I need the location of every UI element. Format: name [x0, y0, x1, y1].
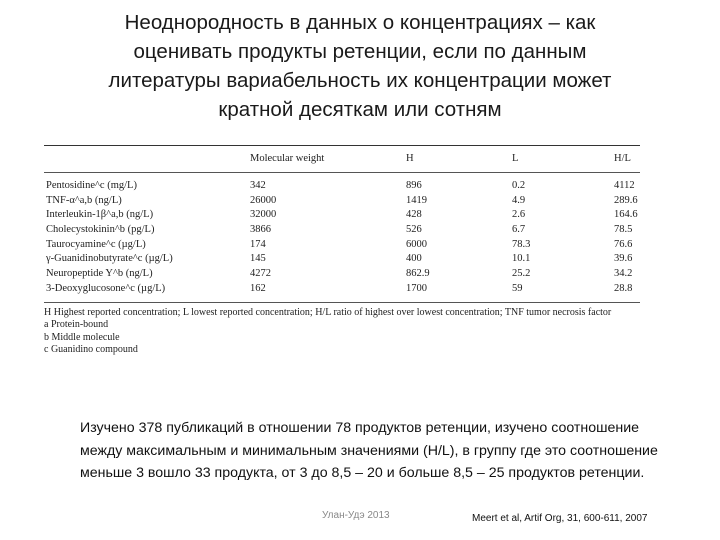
cell-compound: Cholecystokinin^b (pg/L): [46, 224, 155, 236]
col-header-l: L: [512, 153, 519, 164]
table-note: b Middle molecule: [44, 331, 120, 343]
cell-h: 862.9: [406, 268, 430, 280]
table-note: c Guanidino compound: [44, 344, 138, 355]
table-row: [44, 252, 640, 267]
title-line: кратной десяткам или сотням: [218, 98, 502, 121]
table-note: a Protein-bound: [44, 319, 109, 330]
cell-hl: 78.5: [614, 224, 633, 236]
cell-molecular-weight: 3866: [250, 224, 271, 236]
table-notes: [44, 307, 640, 357]
table-row: [44, 282, 640, 297]
cell-l: 10.1: [512, 253, 531, 265]
cell-compound: 3-Deoxyglucosone^c (µg/L): [46, 282, 166, 294]
cell-compound: Interleukin-1β^a,b (ng/L): [46, 209, 154, 221]
cell-molecular-weight: 342: [250, 180, 266, 191]
cell-molecular-weight: 4272: [250, 268, 271, 280]
summary-paragraph: Изучено 378 публикаций в отношении 78 продуктов ретенции, изучено соотношение между максимальным и минимальным значениями (H/L), в группу где это соотношение меньше 3 вошло 33 продукта, от 3 до 8,5 – 20 и больше 8,5 – 25 продуктов ретенции.: [80, 420, 658, 481]
title-line: литературы вариабельность их концентрации может: [108, 69, 612, 92]
table-bottom-rule: [44, 302, 640, 303]
cell-compound: γ-Guanidinobutyrate^c (µg/L): [46, 253, 173, 265]
cell-l: 6.7: [512, 224, 526, 236]
cell-hl: 28.8: [614, 282, 633, 294]
table-header-row: [44, 146, 640, 172]
cell-hl: 34.2: [614, 268, 633, 280]
cell-compound: Neuropeptide Y^b (ng/L): [46, 268, 153, 280]
table-row: [44, 179, 640, 194]
retention-products-table: [44, 145, 640, 357]
cell-hl: 76.6: [614, 238, 633, 250]
cell-hl: 4112: [614, 180, 635, 191]
table-row: [44, 208, 640, 223]
cell-h: 896: [406, 180, 422, 191]
cell-h: 526: [406, 224, 422, 236]
cell-molecular-weight: 162: [250, 282, 266, 294]
cell-l: 25.2: [512, 268, 531, 280]
cell-l: 78.3: [512, 238, 531, 250]
table-row: [44, 267, 640, 282]
cell-h: 400: [406, 253, 422, 265]
cell-hl: 164.6: [614, 209, 638, 221]
cell-l: 4.9: [512, 194, 526, 206]
cell-hl: 289.6: [614, 194, 638, 206]
footer-citation: Meert et al, Artif Org, 31, 600-611, 2007: [472, 513, 648, 524]
cell-molecular-weight: 145: [250, 253, 266, 265]
title-line: Неоднородность в данных о концентрациях – как: [124, 11, 596, 34]
col-header-hl: H/L: [614, 153, 631, 164]
cell-hl: 39.6: [614, 253, 633, 265]
footer-location-year: Улан-Удэ 2013: [322, 510, 390, 521]
cell-molecular-weight: 32000: [250, 209, 277, 221]
table-note: H Highest reported concentration; L lowest reported concentration; H/L ratio of highest over lowest concentration; TNF tumor necrosis factor: [44, 306, 612, 318]
cell-compound: Pentosidine^c (mg/L): [46, 180, 137, 191]
cell-h: 1419: [406, 194, 427, 206]
col-header-molecular-weight: Molecular weight: [250, 153, 325, 164]
table-body: [44, 173, 640, 302]
title-line: оценивать продукты ретенции, если по данным: [133, 40, 587, 63]
cell-molecular-weight: 26000: [250, 194, 277, 206]
col-header-h: H: [406, 153, 414, 164]
table-row: [44, 238, 640, 253]
cell-compound: Taurocyamine^c (µg/L): [46, 238, 146, 250]
cell-molecular-weight: 174: [250, 238, 266, 250]
cell-h: 1700: [406, 282, 427, 294]
cell-l: 2.6: [512, 209, 526, 221]
cell-compound: TNF-α^a,b (ng/L): [46, 194, 122, 206]
cell-h: 428: [406, 209, 422, 221]
slide-title: [60, 8, 660, 124]
cell-h: 6000: [406, 238, 427, 250]
cell-l: 0.2: [512, 180, 526, 191]
table-row: [44, 194, 640, 209]
cell-l: 59: [512, 282, 523, 294]
table-row: [44, 223, 640, 238]
